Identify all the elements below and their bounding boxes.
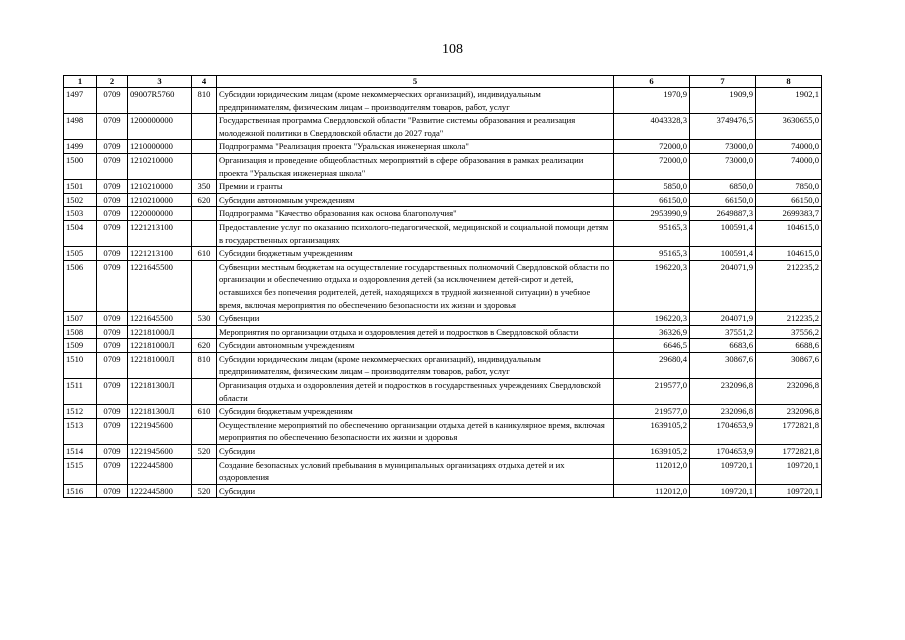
- row-article-code: 1221945600: [128, 418, 192, 444]
- row-amount-col6: 1970,9: [614, 88, 690, 114]
- row-name: Государственная программа Свердловской области "Развитие системы образования и реализация молодежной политики в Свердловской области до 2027 года": [217, 114, 614, 140]
- row-amount-col7: 1909,9: [690, 88, 756, 114]
- row-name: Мероприятия по организации отдыха и оздоровления детей и подростков в Свердловской области: [217, 325, 614, 339]
- row-section-code: 0709: [97, 193, 128, 207]
- row-amount-col6: 112012,0: [614, 484, 690, 498]
- row-amount-col7: 6850,0: [690, 180, 756, 194]
- row-name: Субсидии автономным учреждениям: [217, 193, 614, 207]
- row-amount-col8: 74000,0: [756, 153, 822, 179]
- table-row: [64, 352, 822, 378]
- row-amount-col7: 3749476,5: [690, 114, 756, 140]
- table-row: [64, 325, 822, 339]
- row-amount-col8: 232096,8: [756, 405, 822, 419]
- table-row: [64, 445, 822, 459]
- row-amount-col6: 5850,0: [614, 180, 690, 194]
- row-amount-col6: 36326,9: [614, 325, 690, 339]
- row-number: 1509: [64, 339, 97, 353]
- row-expense-type-code: 610: [192, 405, 217, 419]
- row-article-code: 1221213100: [128, 247, 192, 261]
- table-row: [64, 405, 822, 419]
- row-amount-col6: 219577,0: [614, 405, 690, 419]
- row-amount-col7: 232096,8: [690, 379, 756, 405]
- row-amount-col7: 100591,4: [690, 247, 756, 261]
- table-row: [64, 260, 822, 311]
- header-col-4: 4: [192, 76, 217, 88]
- row-expense-type-code: 810: [192, 88, 217, 114]
- table-row: [64, 458, 822, 484]
- row-article-code: 1221213100: [128, 220, 192, 246]
- row-name: Субсидии юридическим лицам (кроме некоммерческих организаций), индивидуальным предпринимателям, физическим лицам – производителям товаров, работ, услуг: [217, 352, 614, 378]
- row-name: Субсидии: [217, 445, 614, 459]
- row-name: Субсидии автономным учреждениям: [217, 339, 614, 353]
- row-name: Организация отдыха и оздоровления детей и подростков в государственных учреждениях Свердловской области: [217, 379, 614, 405]
- row-number: 1504: [64, 220, 97, 246]
- row-number: 1516: [64, 484, 97, 498]
- row-expense-type-code: 810: [192, 352, 217, 378]
- row-section-code: 0709: [97, 484, 128, 498]
- row-article-code: 122181300Л: [128, 405, 192, 419]
- row-number: 1502: [64, 193, 97, 207]
- row-section-code: 0709: [97, 220, 128, 246]
- row-amount-col6: 6646,5: [614, 339, 690, 353]
- row-amount-col8: 212235,2: [756, 260, 822, 311]
- row-number: 1514: [64, 445, 97, 459]
- page-number: 108: [442, 42, 463, 57]
- budget-table: [63, 75, 822, 498]
- row-expense-type-code: [192, 379, 217, 405]
- row-amount-col6: 1639105,2: [614, 418, 690, 444]
- row-name: Премии и гранты: [217, 180, 614, 194]
- row-amount-col6: 1639105,2: [614, 445, 690, 459]
- row-amount-col8: 6688,6: [756, 339, 822, 353]
- row-article-code: 1222445800: [128, 458, 192, 484]
- row-amount-col6: 72000,0: [614, 153, 690, 179]
- row-amount-col8: 1772821,8: [756, 445, 822, 459]
- row-amount-col6: 2953990,9: [614, 207, 690, 221]
- table-row: [64, 207, 822, 221]
- header-col-2: 2: [97, 76, 128, 88]
- row-amount-col7: 30867,6: [690, 352, 756, 378]
- header-col-5: 5: [217, 76, 614, 88]
- row-name: Субсидии: [217, 484, 614, 498]
- row-article-code: 1210210000: [128, 193, 192, 207]
- header-col-8: 8: [756, 76, 822, 88]
- row-name: Организация и проведение общеобластных мероприятий в сфере образования в рамках реализации проекта "Уральская инженерная школа": [217, 153, 614, 179]
- row-expense-type-code: [192, 458, 217, 484]
- row-amount-col7: 6683,6: [690, 339, 756, 353]
- table-row: [64, 114, 822, 140]
- row-name: Субсидии бюджетным учреждениям: [217, 247, 614, 261]
- row-expense-type-code: 530: [192, 312, 217, 326]
- row-section-code: 0709: [97, 458, 128, 484]
- row-section-code: 0709: [97, 312, 128, 326]
- row-article-code: 122181000Л: [128, 352, 192, 378]
- row-section-code: 0709: [97, 180, 128, 194]
- table-row: [64, 140, 822, 154]
- row-name: Осуществление мероприятий по обеспечению организации отдыха детей в каникулярное время, включая мероприятия по обеспечению безопасности их жизни и здоровья: [217, 418, 614, 444]
- row-article-code: 1221945600: [128, 445, 192, 459]
- row-number: 1510: [64, 352, 97, 378]
- row-article-code: 122181000Л: [128, 339, 192, 353]
- row-section-code: 0709: [97, 418, 128, 444]
- header-row: [64, 76, 822, 88]
- row-amount-col7: 109720,1: [690, 458, 756, 484]
- row-amount-col8: 3630655,0: [756, 114, 822, 140]
- row-expense-type-code: 350: [192, 180, 217, 194]
- table-row: [64, 88, 822, 114]
- row-expense-type-code: [192, 140, 217, 154]
- row-amount-col7: 204071,9: [690, 260, 756, 311]
- header-col-1: 1: [64, 76, 97, 88]
- row-amount-col7: 2649887,3: [690, 207, 756, 221]
- row-section-code: 0709: [97, 445, 128, 459]
- row-section-code: 0709: [97, 339, 128, 353]
- row-expense-type-code: 610: [192, 247, 217, 261]
- table-row: [64, 220, 822, 246]
- row-number: 1503: [64, 207, 97, 221]
- row-name: Подпрограмма "Реализация проекта "Уральская инженерная школа": [217, 140, 614, 154]
- header-col-7: 7: [690, 76, 756, 88]
- row-amount-col8: 212235,2: [756, 312, 822, 326]
- table-row: [64, 193, 822, 207]
- row-amount-col6: 95165,3: [614, 247, 690, 261]
- row-amount-col7: 204071,9: [690, 312, 756, 326]
- table-body: [64, 88, 822, 498]
- row-amount-col8: 66150,0: [756, 193, 822, 207]
- row-amount-col6: 4043328,3: [614, 114, 690, 140]
- row-number: 1499: [64, 140, 97, 154]
- row-number: 1500: [64, 153, 97, 179]
- row-amount-col7: 37551,2: [690, 325, 756, 339]
- table-row: [64, 247, 822, 261]
- row-number: 1501: [64, 180, 97, 194]
- row-number: 1498: [64, 114, 97, 140]
- row-amount-col6: 196220,3: [614, 260, 690, 311]
- row-section-code: 0709: [97, 325, 128, 339]
- row-amount-col7: 109720,1: [690, 484, 756, 498]
- row-expense-type-code: [192, 114, 217, 140]
- row-name: Субвенции местным бюджетам на осуществление государственных полномочий Свердловской области по организации и обеспечению отдыха и оздоровления детей (за исключением детей-сирот и детей, оставшихся без попечения родителей, детей, находящихся в трудной жизненной ситуации) в учебное время, включая мероприятия по обеспечению безопасности их жизни и здоровья: [217, 260, 614, 311]
- row-amount-col7: 100591,4: [690, 220, 756, 246]
- row-amount-col7: 73000,0: [690, 153, 756, 179]
- row-amount-col7: 1704653,9: [690, 445, 756, 459]
- row-section-code: 0709: [97, 247, 128, 261]
- table-row: [64, 180, 822, 194]
- row-expense-type-code: 520: [192, 445, 217, 459]
- row-expense-type-code: 620: [192, 339, 217, 353]
- row-expense-type-code: [192, 325, 217, 339]
- row-amount-col8: 109720,1: [756, 484, 822, 498]
- row-amount-col6: 112012,0: [614, 458, 690, 484]
- row-article-code: 09007R5760: [128, 88, 192, 114]
- row-number: 1508: [64, 325, 97, 339]
- table-row: [64, 339, 822, 353]
- row-amount-col8: 2699383,7: [756, 207, 822, 221]
- row-name: Субсидии юридическим лицам (кроме некоммерческих организаций), индивидуальным предпринимателям, физическим лицам – производителям товаров, работ, услуг: [217, 88, 614, 114]
- row-amount-col8: 74000,0: [756, 140, 822, 154]
- row-number: 1497: [64, 88, 97, 114]
- row-amount-col8: 104615,0: [756, 220, 822, 246]
- header-col-6: 6: [614, 76, 690, 88]
- row-amount-col8: 37556,2: [756, 325, 822, 339]
- row-number: 1515: [64, 458, 97, 484]
- row-amount-col8: 30867,6: [756, 352, 822, 378]
- row-expense-type-code: [192, 153, 217, 179]
- row-amount-col6: 95165,3: [614, 220, 690, 246]
- row-expense-type-code: 520: [192, 484, 217, 498]
- row-amount-col8: 109720,1: [756, 458, 822, 484]
- row-expense-type-code: 620: [192, 193, 217, 207]
- row-number: 1511: [64, 379, 97, 405]
- row-amount-col8: 232096,8: [756, 379, 822, 405]
- row-amount-col7: 66150,0: [690, 193, 756, 207]
- row-article-code: 1222445800: [128, 484, 192, 498]
- row-name: Предоставление услуг по оказанию психолого-педагогической, медицинской и социальной помощи детям в государственных организациях: [217, 220, 614, 246]
- row-amount-col8: 104615,0: [756, 247, 822, 261]
- row-article-code: 1220000000: [128, 207, 192, 221]
- row-amount-col8: 1772821,8: [756, 418, 822, 444]
- table-row: [64, 379, 822, 405]
- row-amount-col7: 1704653,9: [690, 418, 756, 444]
- row-expense-type-code: [192, 207, 217, 221]
- row-amount-col6: 66150,0: [614, 193, 690, 207]
- row-section-code: 0709: [97, 140, 128, 154]
- row-section-code: 0709: [97, 260, 128, 311]
- row-article-code: 122181000Л: [128, 325, 192, 339]
- row-name: Подпрограмма "Качество образования как основа благополучия": [217, 207, 614, 221]
- row-expense-type-code: [192, 418, 217, 444]
- row-amount-col7: 73000,0: [690, 140, 756, 154]
- row-section-code: 0709: [97, 405, 128, 419]
- table-row: [64, 484, 822, 498]
- row-article-code: 1221645500: [128, 260, 192, 311]
- row-article-code: 1200000000: [128, 114, 192, 140]
- row-name: Создание безопасных условий пребывания в муниципальных организациях отдыха детей и их оздоровления: [217, 458, 614, 484]
- row-name: Субсидии бюджетным учреждениям: [217, 405, 614, 419]
- row-article-code: 1210210000: [128, 180, 192, 194]
- table-row: [64, 312, 822, 326]
- row-amount-col8: 7850,0: [756, 180, 822, 194]
- row-amount-col6: 72000,0: [614, 140, 690, 154]
- row-amount-col7: 232096,8: [690, 405, 756, 419]
- row-amount-col8: 1902,1: [756, 88, 822, 114]
- row-article-code: 1210210000: [128, 153, 192, 179]
- row-section-code: 0709: [97, 88, 128, 114]
- row-name: Субвенции: [217, 312, 614, 326]
- row-amount-col6: 196220,3: [614, 312, 690, 326]
- row-amount-col6: 29680,4: [614, 352, 690, 378]
- row-number: 1512: [64, 405, 97, 419]
- row-expense-type-code: [192, 220, 217, 246]
- row-section-code: 0709: [97, 114, 128, 140]
- table-row: [64, 418, 822, 444]
- row-section-code: 0709: [97, 153, 128, 179]
- row-number: 1505: [64, 247, 97, 261]
- row-article-code: 1210000000: [128, 140, 192, 154]
- row-expense-type-code: [192, 260, 217, 311]
- row-number: 1507: [64, 312, 97, 326]
- row-amount-col6: 219577,0: [614, 379, 690, 405]
- row-number: 1513: [64, 418, 97, 444]
- row-number: 1506: [64, 260, 97, 311]
- table-row: [64, 153, 822, 179]
- row-article-code: 1221645500: [128, 312, 192, 326]
- row-section-code: 0709: [97, 207, 128, 221]
- row-section-code: 0709: [97, 352, 128, 378]
- header-col-3: 3: [128, 76, 192, 88]
- row-section-code: 0709: [97, 379, 128, 405]
- row-article-code: 122181300Л: [128, 379, 192, 405]
